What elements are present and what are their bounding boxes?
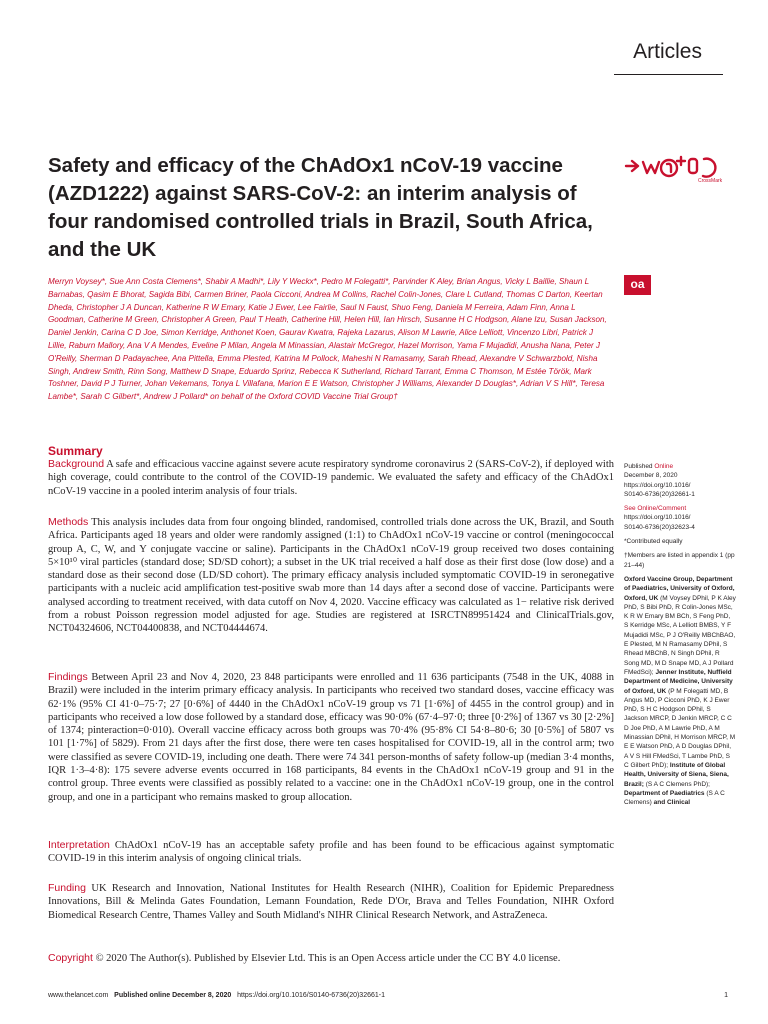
open-access-badge: oa [624, 275, 651, 295]
affiliations [624, 575, 736, 807]
crossmark-label: CrossMark [698, 178, 723, 184]
members-note: †Members are listed in appendix 1 (pp 21–44) [624, 552, 735, 569]
summary-findings [48, 671, 614, 804]
methods-text: This analysis includes data from four ongoing blinded, randomised, controlled trials done across the UK, Brazil, and South Africa. Participants aged 18 years and older were randomly assigned (1:1) to ChAdOx1 nCoV-19 vaccine or control (meningococcal group A, C, W, and Y conjugate vaccine or saline). Participants in the ChAdOx1 nCoV-19 group received two doses containing 5×10¹⁰ viral particles (standard dose; SD/SD cohort); a subset in the UK trial received a half dose as their first dose (low dose) and a standard dose as their second dose (LD/SD cohort). The primary efficacy analysis included symptomatic COVID-19 in seronegative participants with a nucleic acid amplification test-positive swab more than 14 days after a second dose of vaccine. Participants were analysed according to treatment received, with data cutoff on Nov 4, 2020. Vaccine efficacy was calculated as 1− relative risk derived from a robust Poisson regression model adjusted for age. Studies are registered at ISRCTN89951424 and ClinicalTrials.gov, NCT04324606, NCT04400838, and NCT04444674. [48, 517, 615, 635]
affiliation-1: Oxford Vaccine Group, Department of Paediatrics, University of Oxford, Oxford, UK [624, 575, 735, 602]
published-prefix: Published [624, 463, 655, 470]
page-number: 1 [724, 992, 728, 999]
background-label: Background [48, 458, 105, 470]
interpretation-label: Interpretation [48, 839, 110, 851]
affiliation-4-names: (S A C Clemens) [624, 789, 725, 807]
article-sidebar [624, 462, 736, 807]
summary-funding [48, 882, 614, 922]
contributed-note: *Contributed equally [624, 538, 683, 546]
interpretation-text: ChAdOx1 nCoV-19 has an acceptable safety profile and has been found to be efficacious against symptomatic COVID-19 in this interim analysis of ongoing clinical trials. [48, 840, 615, 865]
published-online-link[interactable]: Online [654, 463, 674, 470]
summary-interpretation [48, 839, 614, 866]
summary-heading: Summary [48, 444, 103, 458]
comment-doi[interactable]: https://doi.org/10.1016/ [624, 514, 691, 522]
affiliation-2-names: (P M Folegatti MD, B Angus MD, P Cicconi PhD, K J Ewer PhD, S H C Hodgson DPhil, S Jackson MRCP, D Jenkin MRCP, C C D Joe PhD, A M Lawrie PhD, A M Minassian DPhil, H Morrison MRCP, M E E Watson PhD, A D Douglas DPhil, A V S Hill FMedSci, T Lambe PhD, S C Gilbert PhD); [624, 687, 736, 769]
article-doi-1b[interactable]: S0140-6736(20)32661-1 [624, 490, 695, 498]
article-title: Safety and efficacy of the ChAdOx1 nCoV-19 vaccine (AZD1222) against SARS-CoV-2: an interim analysis of four randomised controlled trials in Brazil, South Africa, and the UK [48, 154, 593, 261]
summary-copyright [48, 952, 614, 965]
affiliation-4-tail: and Clinical [653, 799, 691, 807]
author-list: Merryn Voysey*, Sue Ann Costa Clemens*, Shabir A Madhi*, Lily Y Weckx*, Pedro M Folegatti*, Parvinder K Aley, Brian Angus, Vicky L Baillie, Shaun L Barnabas, Qasim E Bhorat, Sagida Bibi, Carmen Briner, Paola Cicconi, Andrea M Collins, Rachel Colin-Jones, Clare L Cutland, Thomas C Darton, Keertan Dheda, Christopher J A Duncan, Katherine R W Emary, Katie J Ewer, Lee Fairlie, Saul N Faust, Shuo Feng, Daniela M Ferreira, Adam Finn, Anna L Goodman, Catherine M Green, Christopher A Green, Paul T Heath, Catherine Hill, Helen Hill, Ian Hirsch, Susanne H C Hodgson, Alane Izu, Susan Jackson, Daniel Jenkin, Carina C D Joe, Simon Kerridge, Anthonet Koen, Gaurav Kwatra, Rajeka Lazarus, Alison M Lawrie, Alice Lelliott, Vincenzo Libri, Patrick J Lillie, Raburn Mallory, Ana V A Mendes, Eveline P Milan, Angela M Minassian, Alastair McGregor, Hazel Morrison, Yama F Mujadidi, Anusha Nana, Peter J O'Reilly, Sherman D Padayachee, Ana Pittella, Emma Plested, Katrina M Pollock, Maheshi N Ramasamy, Sarah Rhead, Alexandre V Schwarzbold, Nisha Singh, Andrew Smith, Rinn Song, Matthew D Snape, Eduardo Sprinz, Rebecca K Sutherland, Richard Tarrant, Emma C Thomson, M Estée Török, Mark Toshner, David P J Turner, Johan Vekemans, Tonya L Villafana, Marion E E Watson, Christopher J Williams, Alexander D Douglas*, Adrian V S Hill*, Teresa Lambe*, Sarah C Gilbert*, Andrew J Pollard* on behalf of the Oxford COVID Vaccine Trial Group† [48, 277, 607, 402]
affiliation-3-names: (S A C Clemens PhD); [645, 780, 710, 788]
published-line [624, 462, 736, 471]
see-comment-link[interactable]: See Online/Comment [624, 505, 687, 513]
affiliation-1-names: (M Voysey DPhil, P K Aley PhD, S Bibi PhD, R Colin-Jones MSc, K R W Emary BM BCh, S Feng PhD, S Kerridge MSc, A Lelliott BMBS, Y F Mujadidi MSc, P J O'Reilly MBChBAO, E Plested, M N Ramasamy DPhil, S Rhead MBChB, N Singh DPhil, R Song MD, M D Snape MD, A J Pollard FMedSci); [624, 594, 736, 676]
methods-label: Methods [48, 516, 89, 528]
article-doi-1[interactable]: https://doi.org/10.1016/ [624, 481, 691, 489]
published-date: December 8, 2020 [624, 472, 678, 480]
summary-background [48, 458, 614, 498]
header-rule [614, 74, 723, 75]
section-header: Articles [633, 40, 702, 63]
findings-label: Findings [48, 671, 88, 683]
footer-doi[interactable]: https://doi.org/10.1016/S0140-6736(20)32661-1 [237, 992, 385, 999]
affiliation-3: Institute of Global Health, University of Siena, Siena, Brazil; [624, 761, 729, 788]
background-text: A safe and efficacious vaccine against severe acute respiratory syndrome coronavirus 2 (SARS-CoV-2), if deployed with high coverage, could contribute to the control of the COVID-19 pandemic. We evaluated the safety and efficacy of the ChAdOx1 nCoV-19 vaccine in a pooled interim analysis of four trials. [48, 459, 615, 497]
copyright-label: Copyright [48, 952, 93, 964]
affiliation-4: Department of Paediatrics [624, 789, 705, 797]
findings-text: Between April 23 and Nov 4, 2020, 23 848 participants were enrolled and 11 636 participants (7548 in the UK, 4088 in Brazil) were included in the interim primary efficacy analysis. In participants who received two standard doses, vaccine efficacy was 62·1% (95% CI 41·0–75·7; 27 [0·6%] of 4440 in the ChAdOx1 nCoV-19 group vs 71 [1·6%] of 4455 in the control group) and in participants who received a low dose followed by a standard dose, efficacy was 90·0% (67·4–97·0; three [0·2%] of 1367 vs 30 [2·2%] of 1374; pinteraction=0·010). Overall vaccine efficacy across both groups was 70·4% (95·8% CI 54·8–80·6; 30 [0·5%] of 5807 vs 101 [1·7%] of 5829). From 21 days after the first dose, there were ten cases hospitalised for COVID-19, all in the control arm; two were classified as severe COVID-19, including one death. There were 74 341 person-months of safety follow-up (median 3·4 months, IQR 1·3–4·8): 175 severe adverse events occurred in 168 participants, 84 events in the ChAdOx1 nCoV-19 group and 91 in the control group. Three events were classified as possibly related to a vaccine: one in the ChAdOx1 nCoV-19 group, one in the control group, and one in a participant who remains masked to group allocation. [48, 672, 614, 803]
footer-published: Published online December 8, 2020 [114, 992, 232, 999]
footer-site[interactable]: www.thelancet.com [48, 992, 109, 999]
copyright-text: © 2020 The Author(s). Published by Elsevier Ltd. This is an Open Access article under the CC BY 4.0 license. [95, 953, 561, 964]
comment-doi-b[interactable]: S0140-6736(20)32623-4 [624, 523, 695, 531]
summary-methods [48, 516, 614, 636]
page-footer [48, 992, 728, 999]
funding-label: Funding [48, 882, 86, 894]
funding-text: UK Research and Innovation, National Institutes for Health Research (NIHR), Coalition for Epidemic Preparedness Innovations, Bill & Melinda Gates Foundation, Lemann Foundation, Rede D'Or, Brava and Telles Foundation, NIHR Oxford Biomedical Research Centre, Thames Valley and South Midland's NIHR Clinical Research Network, and AstraZeneca. [48, 883, 615, 921]
affiliation-2: Jenner Institute, Nuffield Department of Medicine, University of Oxford, UK [624, 668, 733, 695]
